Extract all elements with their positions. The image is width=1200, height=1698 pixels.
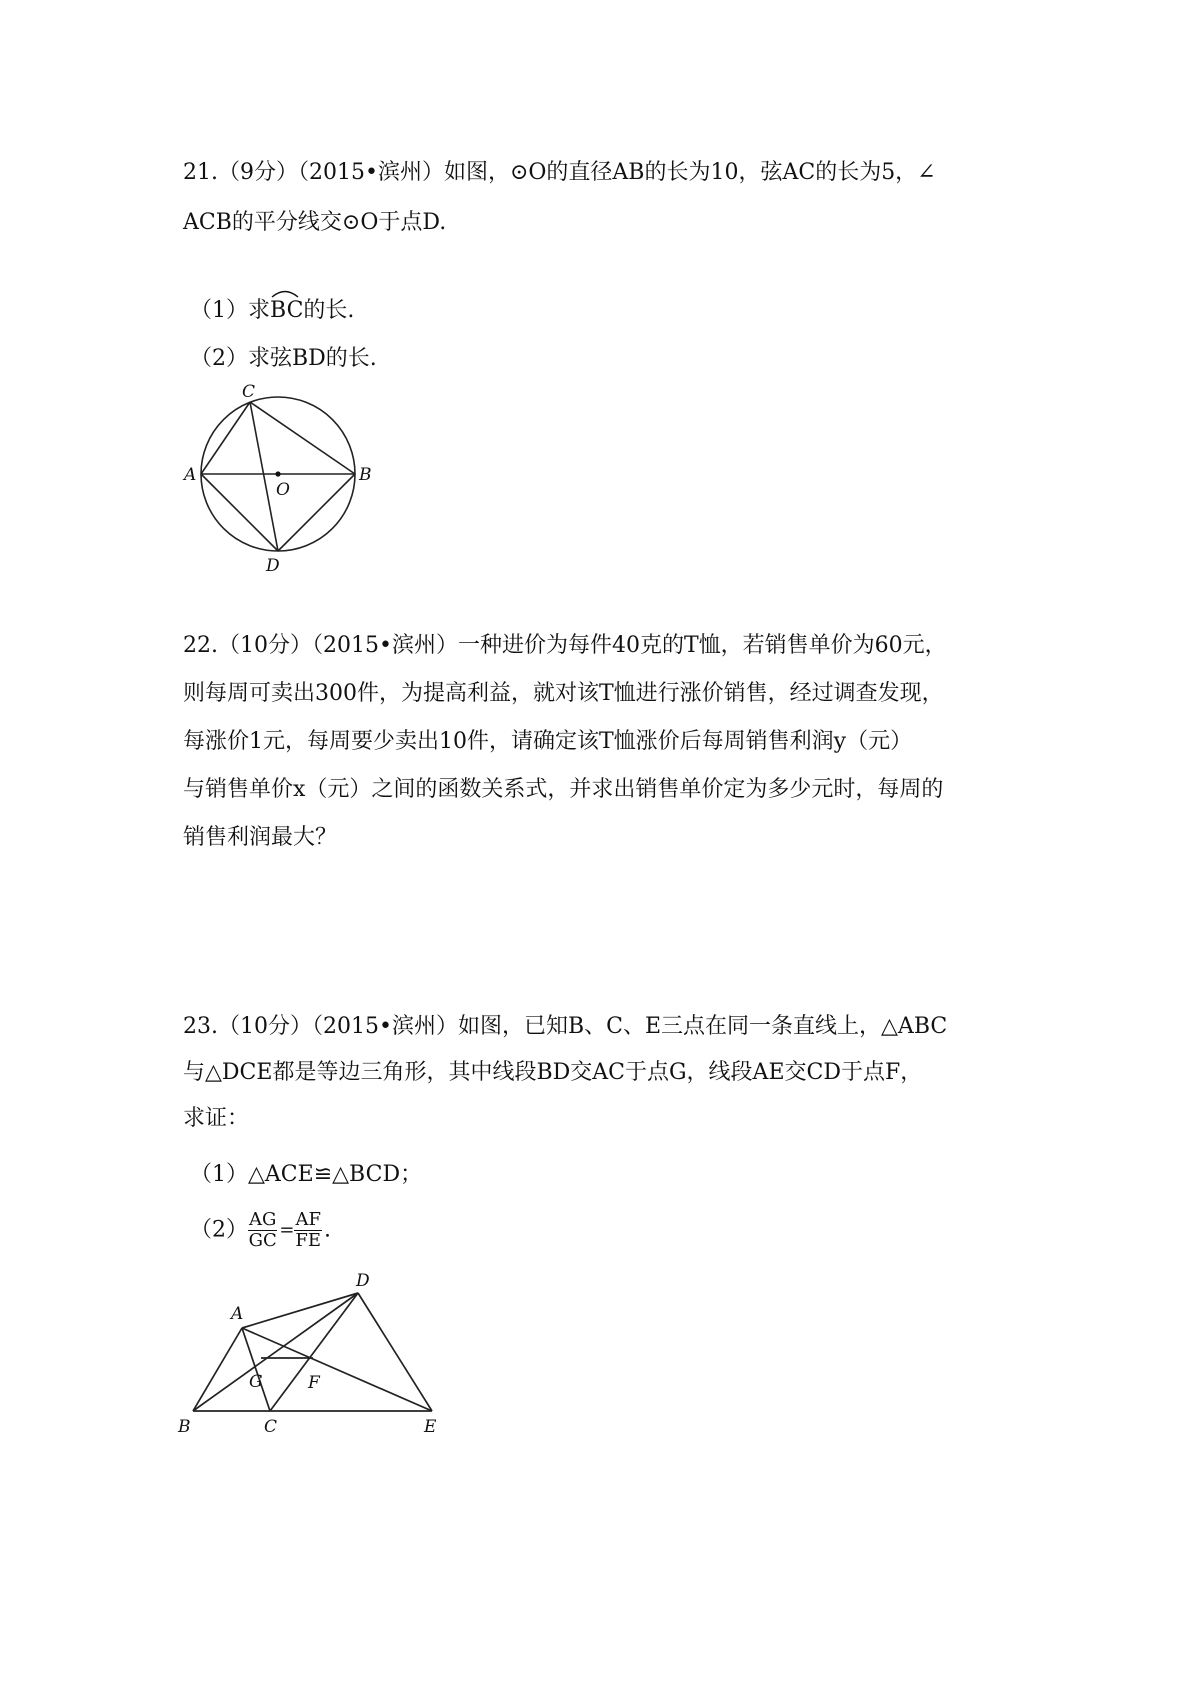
segment-ad <box>242 1293 358 1328</box>
q22-line5: 销售利润最大？ <box>183 825 338 850</box>
segment-ab <box>193 1328 242 1411</box>
label-e: E <box>424 1417 437 1437</box>
label-b: B <box>178 1417 191 1437</box>
label-c: C <box>264 1417 278 1437</box>
frac2-num: AF <box>295 1209 321 1230</box>
label-a: A <box>184 465 197 485</box>
arc-mark-icon <box>270 288 300 298</box>
chord-cb <box>250 402 355 474</box>
q21-figure <box>178 378 378 578</box>
q22-line4: 与销售单价x（元）之间的函数关系式，并求出销售单价定为多少元时，每周的 <box>183 777 944 802</box>
label-b: B <box>359 465 372 485</box>
label-d: D <box>356 1271 370 1291</box>
fraction-af-fe <box>294 1210 322 1251</box>
q22-line3: 每涨价1元，每周要少卖出10件，请确定该T恤涨价后每周销售利润y（元） <box>183 729 913 754</box>
segment-de <box>358 1293 432 1411</box>
q21-part1-suffix: 的长. <box>303 298 355 323</box>
q21-part2: （2）求弦BD的长. <box>190 346 377 371</box>
segment-ac <box>242 1328 270 1411</box>
q23-part2-suffix: . <box>323 1217 331 1243</box>
segment-bd <box>193 1293 358 1411</box>
q21-line1: 21.（9分）（2015•滨州）如图，⊙O的直径AB的长为10，弦AC的长为5，∠ <box>183 160 936 185</box>
arc-bc <box>270 294 303 326</box>
chord-cd <box>250 402 278 551</box>
q23-part1: （1）△ACE≌△BCD； <box>190 1162 423 1187</box>
segment-ae <box>242 1328 432 1411</box>
frac1-num: AG <box>249 1209 277 1230</box>
q23-part2 <box>190 1210 331 1251</box>
q22-line2: 则每周可卖出300件，为提高利益，就对该T恤进行涨价销售，经过调查发现， <box>183 681 944 706</box>
q21-line2: ACB的平分线交⊙O于点D. <box>183 210 447 235</box>
center-dot <box>275 471 280 476</box>
segment-cd <box>270 1293 358 1411</box>
q23-part2-prefix: （2） <box>190 1217 248 1243</box>
q23-line3: 求证： <box>183 1106 250 1131</box>
label-c: C <box>242 382 256 402</box>
label-a: A <box>231 1304 244 1324</box>
q21-part1 <box>190 294 354 326</box>
label-d: D <box>266 556 280 576</box>
q23-line2: 与△DCE都是等边三角形，其中线段BD交AC于点G，线段AE交CD于点F， <box>183 1060 923 1085</box>
q23-figure <box>176 1262 446 1442</box>
chord-ac <box>201 402 250 474</box>
label-g: G <box>249 1372 263 1392</box>
q21-arc-label: BC <box>270 298 304 323</box>
q23-line1: 23.（10分）（2015•滨州）如图，已知B、C、E三点在同一条直线上，△ABC <box>183 1014 948 1039</box>
fraction-ag-gc <box>248 1210 277 1251</box>
q22-line1: 22.（10分）（2015•滨州）一种进价为每件40克的T恤，若销售单价为60元， <box>183 633 947 658</box>
q21-part1-prefix: （1）求 <box>190 298 270 323</box>
label-o: O <box>276 480 290 500</box>
frac2-den: FE <box>295 1230 322 1251</box>
frac1-den: GC <box>248 1230 277 1251</box>
equals-sign: = <box>279 1219 295 1241</box>
label-f: F <box>308 1373 320 1393</box>
